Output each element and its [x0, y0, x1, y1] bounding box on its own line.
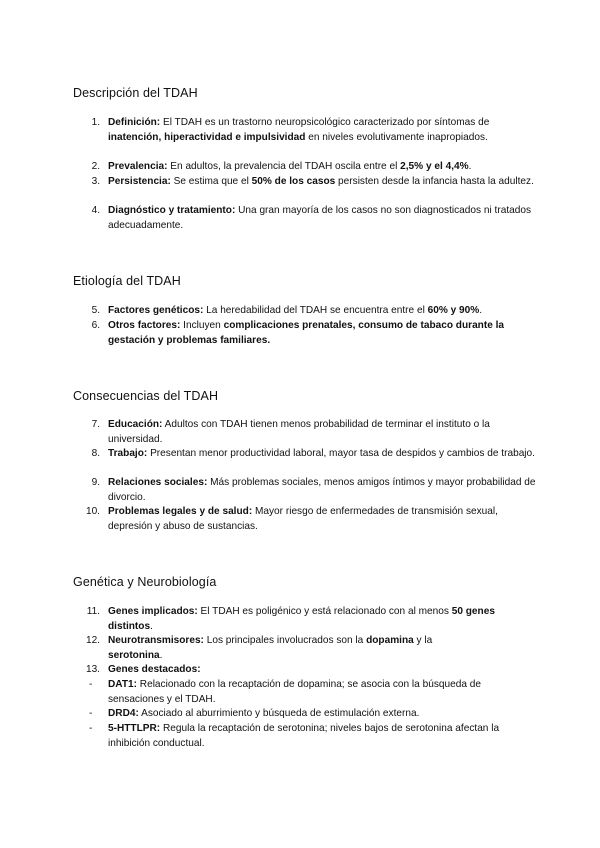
list-marker: 7.	[91, 419, 100, 430]
item-label: 5-HTTLPR:	[108, 723, 161, 734]
item-label: Genes destacados:	[108, 664, 201, 675]
emphasis-text: 2,5% y el 4,4%	[400, 161, 469, 172]
item-label: Diagnóstico y tratamiento:	[108, 205, 236, 216]
list-dash-marker: -	[89, 679, 93, 690]
list-marker: 2.	[91, 161, 100, 172]
item-label: Factores genéticos:	[108, 305, 204, 316]
list-dash-marker: -	[89, 723, 93, 734]
list-marker: 5.	[91, 305, 100, 316]
list-item-text: Diagnóstico y tratamiento: Una gran mayoría de los casos no son diagnosticados ni tratados adecuadamente.	[108, 205, 532, 231]
item-label: Neurotransmisores:	[108, 635, 204, 646]
item-label: DAT1:	[108, 679, 137, 690]
list-marker: 8.	[91, 448, 100, 459]
emphasis-text: complicaciones prenatales, consumo de tabaco durante la gestación y problemas familiares.	[108, 320, 505, 346]
list-item-text: Problemas legales y de salud: Mayor riesgo de enfermedades de transmisión sexual, depresión y abuso de sustancias.	[108, 506, 498, 532]
list-marker: 9.	[91, 477, 100, 488]
item-label: Otros factores:	[108, 320, 181, 331]
list-marker: 10.	[85, 506, 100, 517]
item-label: Problemas legales y de salud:	[108, 506, 253, 517]
list-marker: 1.	[91, 117, 100, 128]
emphasis-text: inatención, hiperactividad e impulsividad	[108, 132, 306, 143]
list-item-text: Neurotransmisores: Los principales involucrados son la dopamina y la serotonina.	[108, 635, 433, 661]
item-label: Trabajo:	[108, 448, 148, 459]
item-label: Prevalencia:	[108, 161, 168, 172]
list-item-text: Educación: Adultos con TDAH tienen menos probabilidad de terminar el instituto o la universidad.	[108, 419, 490, 445]
list-item-text: Persistencia: Se estima que el 50% de los casos persisten desde la infancia hasta la adultez.	[108, 176, 534, 187]
list-item-text: DAT1: Relacionado con la recaptación de dopamina; se asocia con la búsqueda de sensaciones y el TDAH.	[108, 679, 481, 705]
item-label: Relaciones sociales:	[108, 477, 208, 488]
section-heading-descripcion: Descripción del TDAH	[73, 86, 198, 100]
list-marker: 3.	[91, 176, 100, 187]
list-item-text: DRD4: Asociado al aburrimiento y búsqueda de estimulación externa.	[108, 708, 420, 719]
section-heading-consecuencias: Consecuencias del TDAH	[73, 389, 219, 403]
emphasis-text: 50 genes distintos	[108, 606, 495, 632]
emphasis-text: serotonina	[108, 650, 160, 661]
list-marker: 4.	[91, 205, 100, 216]
emphasis-text: 60% y 90%	[427, 305, 480, 316]
list-item-text: Factores genéticos: La heredabilidad del TDAH se encuentra entre el 60% y 90%.	[108, 305, 483, 316]
list-marker: 13.	[85, 664, 100, 675]
list-item-text: Relaciones sociales: Más problemas sociales, menos amigos íntimos y mayor probabilidad de divorcio.	[108, 477, 536, 503]
list-marker: 12.	[85, 635, 100, 646]
item-label: Genes implicados:	[108, 606, 198, 617]
item-label: Educación:	[108, 419, 163, 430]
list-item-text	[108, 662, 538, 677]
list-marker: 11.	[86, 606, 100, 617]
list-item-text: Otros factores: Incluyen complicaciones prenatales, consumo de tabaco durante la gestación y problemas familiares.	[108, 320, 505, 346]
list-item-text: Prevalencia: En adultos, la prevalencia del TDAH oscila entre el 2,5% y el 4,4%.	[108, 161, 472, 172]
item-label: Definición:	[108, 117, 161, 128]
item-label: DRD4:	[108, 708, 139, 719]
list-item-text: 5-HTTLPR: Regula la recaptación de serotonina; niveles bajos de serotonina afectan la inhibición conductual.	[108, 723, 500, 749]
item-label: Persistencia:	[108, 176, 171, 187]
list-item-text: Genes implicados: El TDAH es poligénico y está relacionado con al menos 50 genes distintos.	[108, 606, 495, 632]
list-item-text: Trabajo: Presentan menor productividad laboral, mayor tasa de despidos y cambios de trabajo.	[108, 448, 535, 459]
section-heading-genetica: Genética y Neurobiología	[73, 575, 217, 589]
emphasis-text: 50% de los casos	[251, 176, 336, 187]
list-dash-marker: -	[89, 708, 93, 719]
list-marker: 6.	[91, 320, 100, 331]
list-item-text: Definición: El TDAH es un trastorno neuropsicológico caracterizado por síntomas de inatención, hiperactividad e impulsividad en niveles evolutivamente inapropiados.	[108, 117, 490, 143]
section-heading-etiologia: Etiología del TDAH	[73, 274, 181, 288]
emphasis-text: dopamina	[366, 635, 414, 646]
